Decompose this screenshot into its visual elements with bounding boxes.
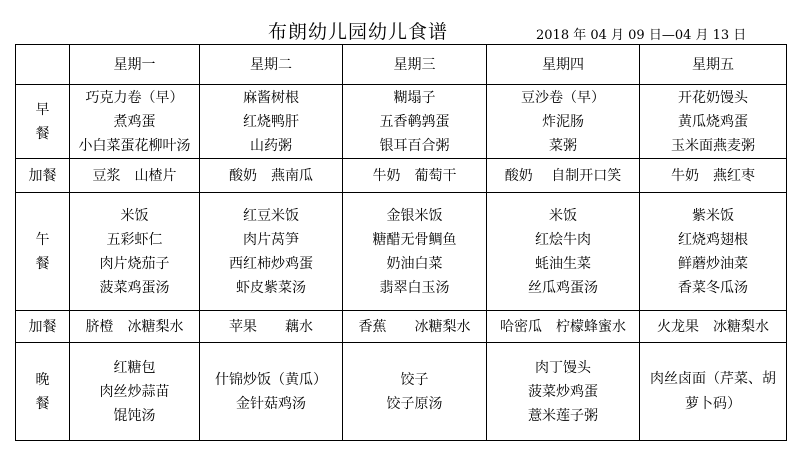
day-header: 星期二 — [200, 45, 343, 85]
snack-row-morning — [16, 159, 787, 193]
menu-cell: 酸奶 燕南瓜 — [200, 159, 343, 193]
menu-cell: 紫米饭 红烧鸡翅根 鲜蘑炒油菜 香菜冬瓜汤 — [640, 193, 787, 311]
corner-cell — [16, 45, 70, 85]
day-header: 星期三 — [343, 45, 487, 85]
menu-cell: 什锦炒饭（黄瓜） 金针菇鸡汤 — [200, 343, 343, 441]
header-row — [16, 45, 787, 85]
date-range: 2018 年 04 月 09 日—04 月 13 日 — [536, 28, 747, 43]
dinner-row — [16, 343, 787, 441]
menu-cell: 肉丝卤面（芹菜、胡萝卜码） — [640, 343, 787, 441]
day-header: 星期五 — [640, 45, 787, 85]
menu-cell: 金银米饭 糖醋无骨鲷鱼 奶油白菜 翡翠白玉汤 — [343, 193, 487, 311]
meal-label-snack: 加餐 — [16, 159, 70, 193]
menu-cell: 麻酱树根 红烧鸭肝 山药粥 — [200, 85, 343, 159]
menu-cell: 酸奶 自制开口笑 — [487, 159, 640, 193]
menu-cell: 糊塌子 五香鹌鹑蛋 银耳百合粥 — [343, 85, 487, 159]
menu-cell: 牛奶 葡萄干 — [343, 159, 487, 193]
day-header: 星期四 — [487, 45, 640, 85]
menu-cell: 豆沙卷（早） 炸泥肠 菜粥 — [487, 85, 640, 159]
menu-cell: 香蕉 冰糖梨水 — [343, 311, 487, 343]
menu-cell: 开花奶馒头 黄瓜烧鸡蛋 玉米面燕麦粥 — [640, 85, 787, 159]
page-title: 布朗幼儿园幼儿食谱 — [268, 21, 449, 43]
menu-cell: 巧克力卷（早） 煮鸡蛋 小白菜蛋花柳叶汤 — [70, 85, 200, 159]
menu-cell: 饺子 饺子原汤 — [343, 343, 487, 441]
lunch-row — [16, 193, 787, 311]
menu-cell: 牛奶 燕红枣 — [640, 159, 787, 193]
day-header: 星期一 — [70, 45, 200, 85]
menu-cell: 红糖包 肉丝炒蒜苗 馄饨汤 — [70, 343, 200, 441]
menu-cell: 火龙果 冰糖梨水 — [640, 311, 787, 343]
menu-cell: 米饭 红烩牛肉 蚝油生菜 丝瓜鸡蛋汤 — [487, 193, 640, 311]
meal-label-breakfast: 早 餐 — [16, 85, 70, 159]
menu-cell: 脐橙 冰糖梨水 — [70, 311, 200, 343]
menu-cell: 米饭 五彩虾仁 肉片烧茄子 菠菜鸡蛋汤 — [70, 193, 200, 311]
menu-cell: 肉丁馒头 菠菜炒鸡蛋 薏米莲子粥 — [487, 343, 640, 441]
menu-table — [15, 44, 787, 441]
snack-row-afternoon — [16, 311, 787, 343]
menu-cell: 苹果 藕水 — [200, 311, 343, 343]
menu-cell: 哈密瓜 柠檬蜂蜜水 — [487, 311, 640, 343]
menu-cell: 豆浆 山楂片 — [70, 159, 200, 193]
breakfast-row — [16, 85, 787, 159]
meal-label-snack: 加餐 — [16, 311, 70, 343]
menu-cell: 红豆米饭 肉片莴笋 西红柿炒鸡蛋 虾皮紫菜汤 — [200, 193, 343, 311]
meal-label-lunch: 午 餐 — [16, 193, 70, 311]
meal-label-dinner: 晚 餐 — [16, 343, 70, 441]
